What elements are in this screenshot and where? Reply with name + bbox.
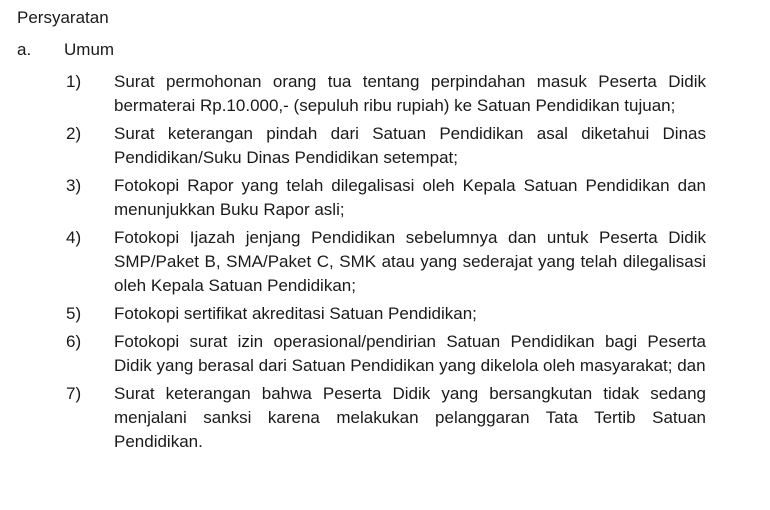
list-item [66, 122, 706, 170]
list-item-text: Fotokopi sertifikat akreditasi Satuan Pendidikan; [114, 304, 477, 323]
section-heading: Persyaratan [17, 8, 109, 27]
subsection-letter: a. [17, 40, 32, 59]
list-item [66, 70, 706, 118]
list-item [66, 226, 706, 298]
list-item-number: 1) [66, 72, 82, 91]
list-item [66, 330, 706, 378]
subsection-title: Umum [64, 40, 115, 59]
list-item-text: Surat keterangan pindah dari Satuan Pendidikan asal diketahui Dinas Pendidikan/Suku Dinas Pendidikan setempat; [114, 124, 706, 167]
list-item [66, 174, 706, 222]
list-item-number: 6) [66, 332, 82, 351]
list-item-text: Fotokopi Ijazah jenjang Pendidikan sebelumnya dan untuk Peserta Didik SMP/Paket B, SMA/Paket C, SMK atau yang sederajat yang telah dilegalisasi oleh Kepala Satuan Pendidikan; [114, 228, 706, 295]
list-item-number: 7) [66, 384, 82, 403]
list-item-number: 5) [66, 304, 82, 323]
list-item [66, 302, 706, 326]
list-item-text: Fotokopi surat izin operasional/pendirian Satuan Pendidikan bagi Peserta Didik yang berasal dari Satuan Pendidikan yang dikelola oleh masyarakat; dan [114, 332, 706, 375]
subsection-heading [17, 38, 114, 62]
requirements-list [66, 70, 706, 458]
list-item-number: 2) [66, 124, 82, 143]
list-item [66, 382, 706, 454]
list-item-text: Surat keterangan bahwa Peserta Didik yang bersangkutan tidak sedang menjalani sanksi karena melakukan pelanggaran Tata Tertib Satuan Pendidikan. [114, 384, 706, 451]
list-item-text: Fotokopi Rapor yang telah dilegalisasi oleh Kepala Satuan Pendidikan dan menunjukkan Buku Rapor asli; [114, 176, 706, 219]
list-item-text: Surat permohonan orang tua tentang perpindahan masuk Peserta Didik bermaterai Rp.10.000,- (sepuluh ribu rupiah) ke Satuan Pendidikan tujuan; [114, 72, 706, 115]
list-item-number: 4) [66, 228, 82, 247]
list-item-number: 3) [66, 176, 82, 195]
